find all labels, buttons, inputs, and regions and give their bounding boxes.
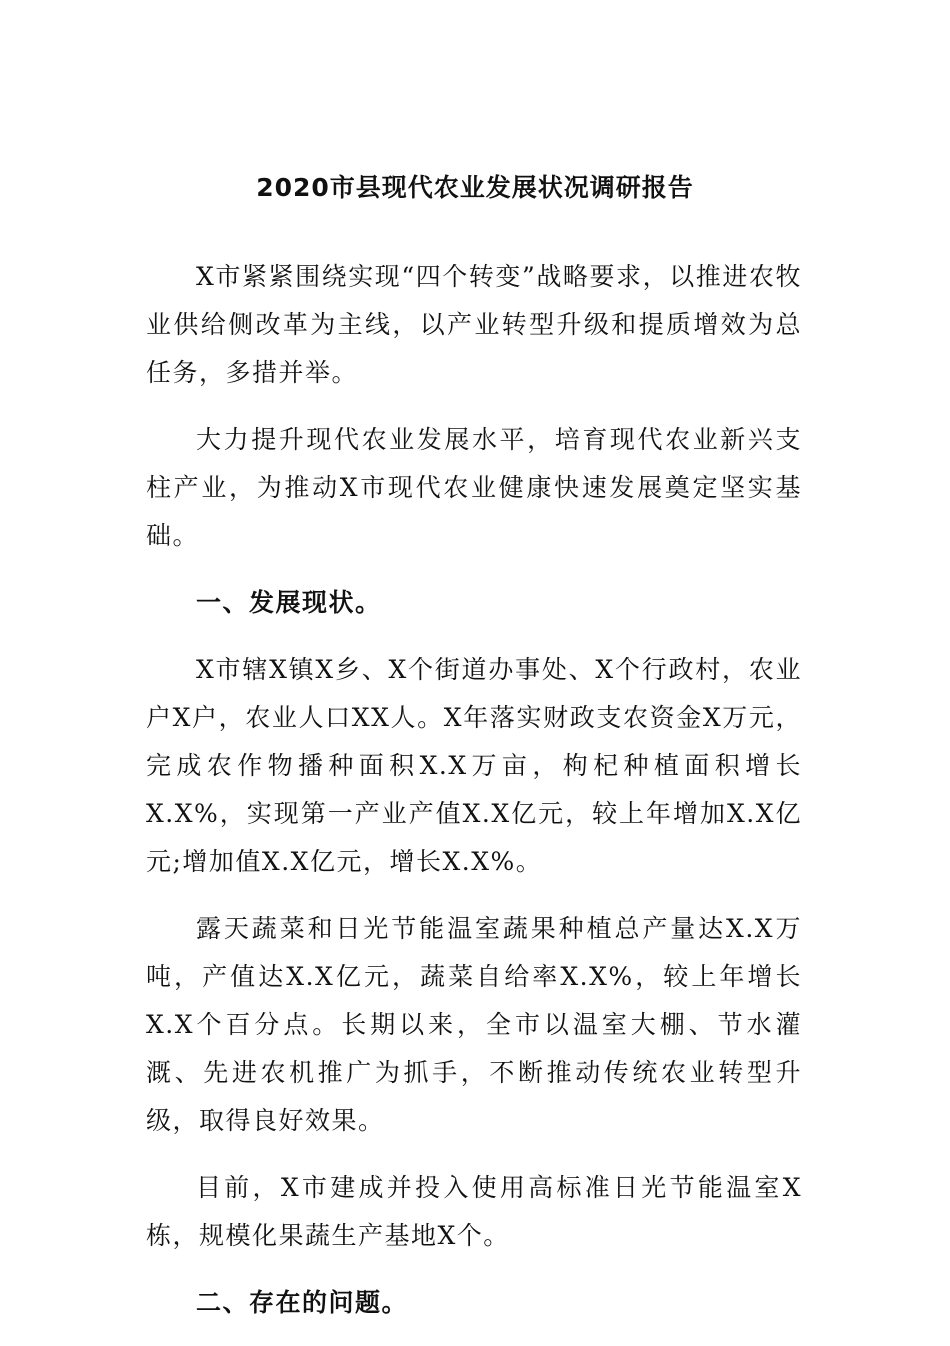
section-heading-current-status: 一、发展现状。 xyxy=(196,588,382,617)
document-title: 2020市县现代农业发展状况调研报告 xyxy=(256,173,694,202)
section-heading-problems: 二、存在的问题。 xyxy=(196,1288,409,1317)
status-paragraph-1: X市辖X镇X乡、X个街道办事处、X个行政村，农业户X户，农业人口XX人。X年落实财政支农资金X万元，完成农作物播种面积X.X万亩，枸杞种植面积增长X.X%，实现第一产业产值X.X亿元，较上年增加X.X亿元;增加值X.X亿元，增长X.X%。 xyxy=(146,655,802,876)
intro-paragraph-2: 大力提升现代农业发展水平，培育现代农业新兴支柱产业，为推动X市现代农业健康快速发展奠定坚实基础。 xyxy=(146,425,802,550)
intro-paragraph-1: X市紧紧围绕实现“四个转变”战略要求，以推进农牧业供给侧改革为主线，以产业转型升级和提质增效为总任务，多措并举。 xyxy=(146,262,802,387)
document-body xyxy=(146,253,802,1346)
status-paragraph-2: 露天蔬菜和日光节能温室蔬果种植总产量达X.X万吨，产值达X.X亿元，蔬菜自给率X.X%，较上年增长X.X个百分点。长期以来，全市以温室大棚、节水灌溉、先进农机推广为抓手，不断推动传统农业转型升级，取得良好效果。 xyxy=(146,914,802,1135)
status-paragraph-3: 目前，X市建成并投入使用高标准日光节能温室X栋，规模化果蔬生产基地X个。 xyxy=(146,1173,802,1250)
